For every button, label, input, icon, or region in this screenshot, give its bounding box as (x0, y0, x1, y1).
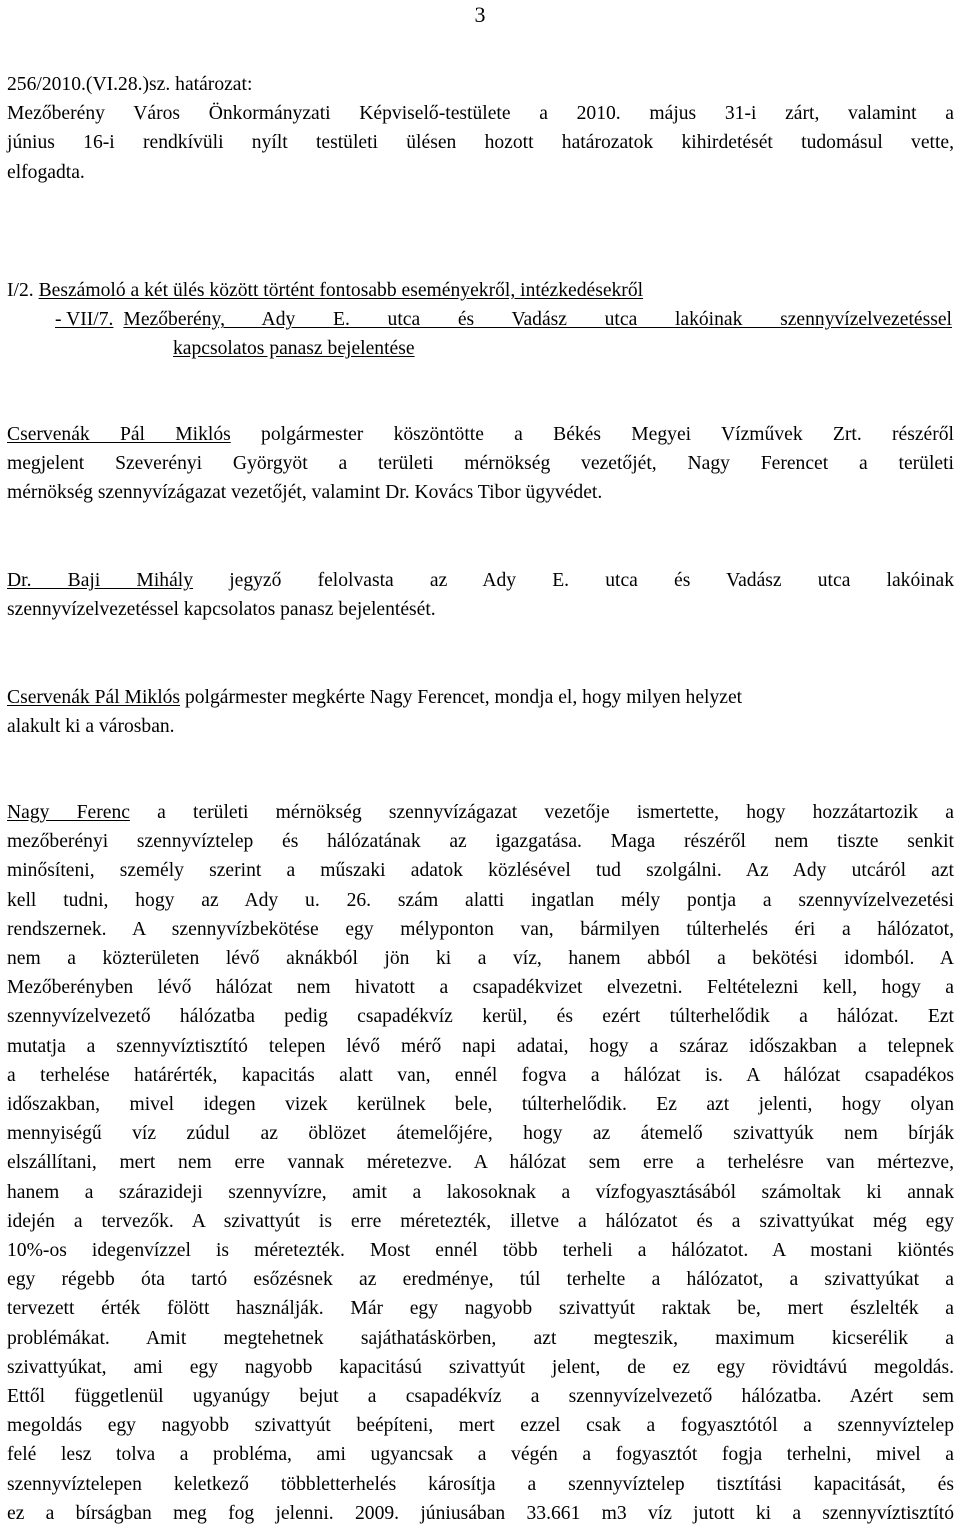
paragraph-line: szivattyúkat, ami egy nagyobb kapacitású szivattyút jelent, de ez egy rövidtávú megoldás. (7, 1356, 954, 1378)
paragraph-line: mutatja a szennyvíztisztító telepen lévő mérő napi adatai, hogy a száraz időszakban a telepnek (7, 1035, 954, 1057)
paragraph-line: tervezett érték fölött használják. Már egy nagyobb szivattyút raktak be, mert észlelték a (7, 1298, 954, 1320)
resolution-text-line: június 16-i rendkívüli nyílt testületi ülésen hozott határozatok kihirdetését tudomásul vette, (7, 132, 954, 154)
paragraph-line (7, 566, 954, 595)
paragraph-line: megoldás egy nagyobb szivattyút beépíteni, mert ezzel csak a fogyasztótól a szennyvíztelep (7, 1415, 954, 1437)
paragraph-mayor-request (7, 683, 954, 741)
paragraph-line: Ettől függetlenül ugyanúgy bejut a csapadékvíz a szennyvízelvezető hálózatba. Azért sem (7, 1386, 954, 1408)
paragraph-line: egy régebb óta tartó esőzésnek az eredménye, túl terhelte a hálózatot, a szivattyúkat a (7, 1269, 954, 1291)
paragraph-line: a terhelése határérték, kapacitás alatt van, ennél fogva a hálózat is. A hálózat csapadékos (7, 1064, 954, 1086)
paragraph-line: mennyiségű víz zúdul az öblözet átemelőjére, hogy az átemelő szivattyúk nem bírják (7, 1123, 954, 1145)
paragraph-text: polgármester megkérte Nagy Ferencet, mondja el, hogy milyen helyzet (180, 687, 743, 708)
agenda-sub-item-title-line2: kapcsolatos panasz bejelentése (173, 338, 415, 360)
paragraph-line: hanem a szárazideji szennyvízre, amit a lakosoknak a vízfogyasztásából számoltak ki annak (7, 1181, 954, 1203)
resolution-text-line: elfogadta. (7, 161, 85, 183)
paragraph-line: problémákat. Amit megtehetnek sajáthatáskörben, azt megteszik, maximum kicserélik a (7, 1327, 954, 1349)
paragraph-line: időszakban, mivel idegen vizek kerülnek bele, túlterhelődik. Ez azt jelenti, hogy olyan (7, 1094, 954, 1116)
paragraph-line (7, 683, 954, 712)
paragraph-line: felé lesz tolva a probléma, ami ugyancsak a végén a fogyasztót fogja terhelni, mivel a (7, 1444, 954, 1466)
paragraph-text: a területi mérnökség szennyvízágazat vezetője ismertette, hogy hozzátartozik a (129, 802, 954, 823)
paragraph-engineer-report (7, 798, 954, 1528)
paragraph-line: idején a tervezők. A szivattyút is erre méretezték, illetve a hálózatot és a szivattyúkat még egy (7, 1210, 954, 1232)
paragraph-line: Mezőberényben lévő hálózat nem hivatott a csapadékvizet elvezetni. Feltételezni kell, hogy a (7, 977, 954, 999)
speaker-name: Cservenák Pál Miklós (7, 424, 231, 445)
agenda-item-number: I/2. (7, 280, 34, 301)
agenda-item-line (7, 276, 954, 305)
resolution-block (7, 70, 954, 187)
page-number: 3 (474, 2, 486, 27)
paragraph-line: alakult ki a városban. (7, 716, 175, 738)
agenda-item-title: Beszámoló a két ülés között történt fontosabb eseményekről, intézkedésekről (38, 280, 644, 301)
paragraph-line: mérnökség szennyvízágazat vezetőjét, valamint Dr. Kovács Tibor ügyvédet. (7, 482, 603, 504)
paragraph-line: elszállítani, mert nem erre vannak méretezve. A hálózat sem erre a terhelésre van mértezve, (7, 1152, 954, 1174)
resolution-text-line: Mezőberény Város Önkormányzati Képviselő-testülete a 2010. május 31-i zárt, valamint a (7, 103, 954, 125)
paragraph-text: jegyző felolvasta az Ady E. utca és Vadász utca lakóinak (193, 570, 955, 591)
agenda-sub-item-title: Mezőberény, Ady E. utca és Vadász utca lakóinak szennyvízelvezetéssel (123, 309, 952, 331)
paragraph-line: szennyvízelvezető hálózatba pedig csapadékvíz kerül, és ezért túlterhelődik a hálózat. Ezt (7, 1006, 954, 1028)
paragraph-line: rendszernek. A szennyvízbekötése egy mélyponton van, bármilyen túlterhelés éri a hálózatot, (7, 918, 954, 940)
paragraph-line: megjelent Szeverényi Györgyöt a területi mérnökség vezetőjét, Nagy Ferencet a területi (7, 453, 954, 475)
agenda-sub-item-title-continued (7, 334, 954, 363)
speaker-name: Nagy Ferenc (7, 802, 130, 823)
agenda-sub-item-line (7, 305, 954, 334)
speaker-name: Dr. Baji Mihály (7, 570, 194, 591)
paragraph-greeting (7, 420, 954, 508)
paragraph-line: ez a bírságban meg fog jelenni. 2009. júniusában 33.661 m3 víz jutott ki a szennyvíztisztító (7, 1502, 954, 1524)
speaker-name: Cservenák Pál Miklós (7, 687, 181, 708)
paragraph-notary (7, 566, 954, 624)
agenda-heading (7, 276, 954, 364)
agenda-sub-item-prefix: - VII/7. (55, 309, 114, 331)
paragraph-line: 10%-os idegenvízzel is méretezték. Most ennél több terheli a hálózatot. A mostani kiöntés (7, 1240, 954, 1262)
paragraph-line (7, 798, 954, 827)
paragraph-line: minősíteni, személy szerint a műszaki adatok közlésével tud szolgálni. Az Ady utcáról azt (7, 860, 954, 882)
paragraph-line: mezőberényi szennyvíztelep és hálózatának az igazgatása. Maga részéről nem tiszte senkit (7, 831, 954, 853)
paragraph-text: polgármester köszöntötte a Békés Megyei Vízművek Zrt. részéről (230, 424, 954, 445)
paragraph-line: szennyvíztelepen keletkező többletterhelés károsítja a szennyvíztelep tisztítási kapacitását, és (7, 1473, 954, 1495)
paragraph-line: kell tudni, hogy az Ady u. 26. szám alatti ingatlan mély pontja a szennyvízelvezetési (7, 889, 954, 911)
paragraph-line (7, 420, 954, 449)
paragraph-line: nem a közterületen lévő aknákból jön ki a víz, hanem abból a bekötési idomból. A (7, 948, 954, 970)
resolution-number: 256/2010.(VI.28.)sz. határozat: (7, 74, 253, 95)
paragraph-line: szennyvízelvezetéssel kapcsolatos panasz bejelentését. (7, 599, 436, 621)
